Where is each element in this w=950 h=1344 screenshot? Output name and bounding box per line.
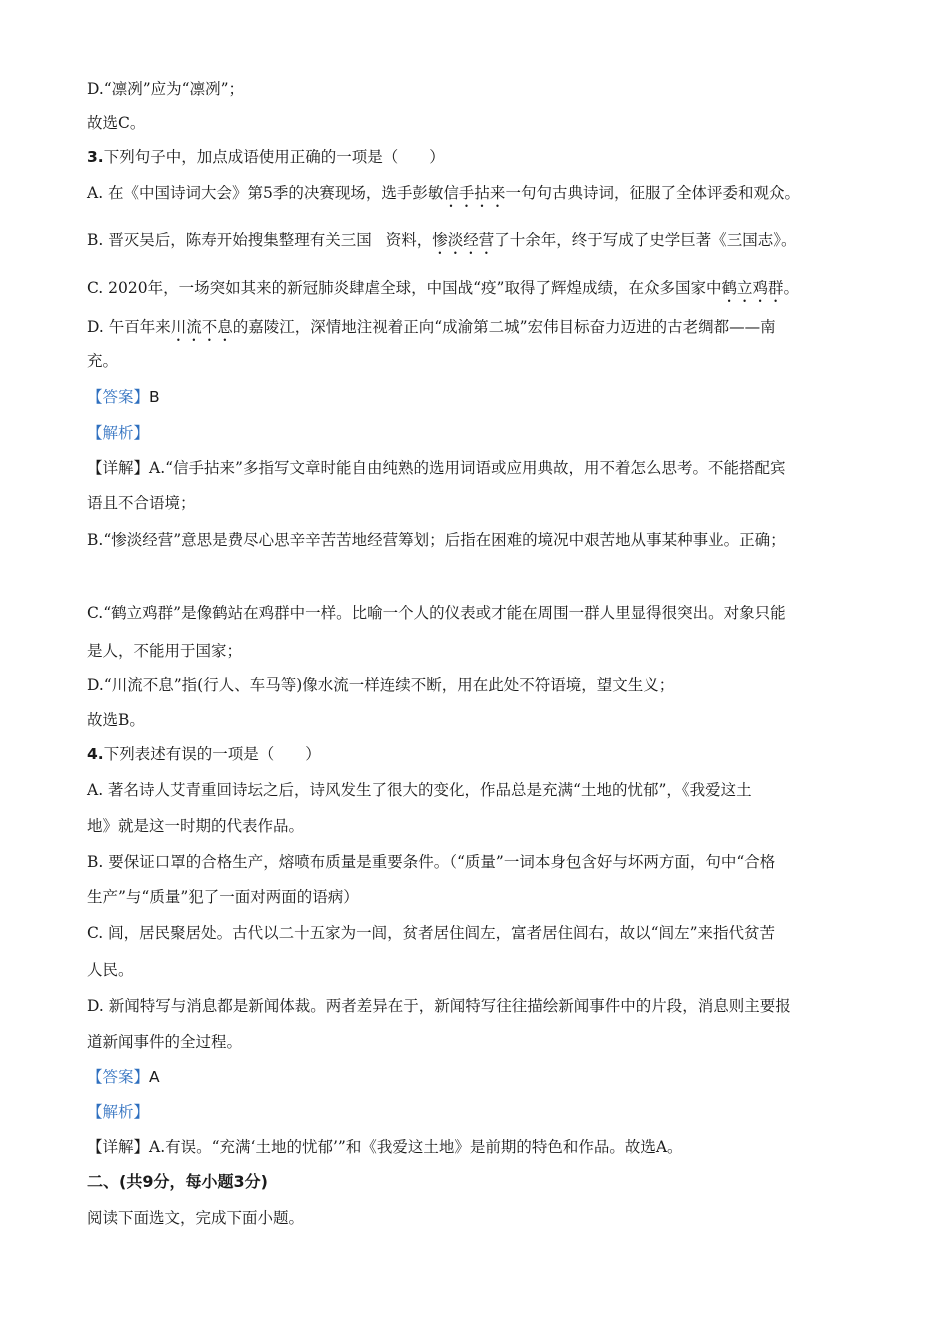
detail-text: A.有误。“充满‘土地的忧郁’”和《我爱这土地》是前期的特色和作品。故选A。	[149, 1138, 683, 1156]
option-text: 资料，	[385, 231, 433, 249]
option-a-line2: 地》就是这一时期的代表作品。	[87, 817, 305, 835]
dotted-idiom: 信手拈来	[443, 184, 506, 202]
question-number: 3.	[87, 148, 104, 166]
analysis-label	[87, 422, 870, 444]
dotted-idiom: 鹤立鸡群	[721, 279, 784, 297]
answer-line	[87, 1066, 870, 1088]
option-d-line1: D. 新闻特写与消息都是新闻体裁。两者差异在于，新闻特写往往描绘新闻事件中的片段，消息则主要报	[87, 997, 791, 1015]
answer-label: 【答案】	[87, 1068, 150, 1086]
option-a	[87, 182, 870, 211]
option-text: 。	[783, 279, 799, 297]
detail-label: 【详解】	[87, 1138, 150, 1156]
option-text: C. 2020年，一场突如其来的新冠肺炎肆虐全球，中国战“疫”取得了辉煌成绩，在众多国家中	[87, 279, 722, 297]
answer-line	[87, 386, 870, 408]
detail-c-line1: C.“鹤立鸡群”是像鹤站在鸡群中一样。比喻一个人的仪表或才能在周围一群人里显得很突出。对象只能	[87, 604, 786, 622]
question-3-stem	[87, 146, 870, 168]
option-text: D. 午百年来	[87, 318, 171, 336]
option-text: 了十余年，终于写成了史学巨著《三国志》。	[494, 231, 797, 249]
dotted-idiom: 惨淡经营	[432, 231, 495, 249]
option-text: A. 在《中国诗词大会》第5季的决赛现场，选手彭敏	[87, 184, 444, 202]
detail-a-line1	[87, 457, 870, 479]
detail-label: 【详解】	[87, 459, 150, 477]
text-line: D.“凛冽”应为“凛冽”；	[87, 80, 244, 98]
detail-text: A.“信手拈来”多指写文章时能自由纯熟的选用词语或应用典故，用不着怎么思考。不能搭配宾	[149, 459, 786, 477]
answer-value: A	[149, 1068, 160, 1086]
analysis-label-text: 【解析】	[87, 424, 150, 442]
option-d	[87, 316, 870, 345]
conclusion: 故选B。	[87, 711, 145, 729]
detail-d: D.“川流不息”指(行人、车马等)像水流一样连续不断，用在此处不符语境，望文生义；	[87, 676, 675, 694]
option-d-cont: 充。	[87, 352, 119, 370]
option-c-line2: 人民。	[87, 961, 134, 979]
option-text: 一句句古典诗词，征服了全体评委和观众。	[505, 184, 800, 202]
detail-c-line2: 是人，不能用于国家；	[87, 642, 243, 660]
option-a-line1: A. 著名诗人艾青重回诗坛之后，诗风发生了很大的变化，作品总是充满“土地的忧郁”，《我爱这土	[87, 781, 752, 799]
option-c	[87, 277, 870, 306]
option-text: 的嘉陵江，深情地注视着正向“成渝第二城”宏伟目标奋力迈进的古老绸都——南	[232, 318, 776, 336]
question-text: 下列句子中，加点成语使用正确的一项是（ ）	[103, 148, 445, 166]
option-text: B. 晋灭吴后，陈寿开始搜集整理有关三国	[87, 231, 372, 249]
option-d-line2: 道新闻事件的全过程。	[87, 1033, 243, 1051]
text-line: 故选C。	[87, 114, 146, 132]
detail-b: B.“惨淡经营”意思是费尽心思辛辛苦苦地经营筹划；后指在困难的境况中艰苦地从事某种事业。正确；	[87, 531, 786, 549]
question-4-stem	[87, 743, 870, 765]
detail-a-line2: 语且不合语境；	[87, 494, 196, 512]
section-intro: 阅读下面选文，完成下面小题。	[87, 1209, 305, 1227]
option-b-line2: 生产”与“质量”犯了一面对两面的语病）	[87, 888, 359, 906]
dotted-idiom: 川流不息	[170, 318, 233, 336]
question-text: 下列表述有误的一项是（ ）	[103, 745, 321, 763]
analysis-label-text: 【解析】	[87, 1103, 150, 1121]
option-b	[87, 229, 870, 258]
question-number: 4.	[87, 745, 104, 763]
section-heading: 二、(共9分，每小题3分)	[87, 1172, 268, 1191]
answer-label: 【答案】	[87, 388, 150, 406]
detail-line	[87, 1136, 870, 1158]
option-c-line1: C. 闾，居民聚居处。古代以二十五家为一闾，贫者居住闾左，富者居住闾右，故以“闾左”来指代贫苦	[87, 924, 776, 942]
analysis-label	[87, 1101, 870, 1123]
option-b-line1: B. 要保证口罩的合格生产，熔喷布质量是重要条件。（“质量”一词本身包含好与坏两方面，句中“合格	[87, 853, 776, 871]
answer-value: B	[149, 388, 160, 406]
